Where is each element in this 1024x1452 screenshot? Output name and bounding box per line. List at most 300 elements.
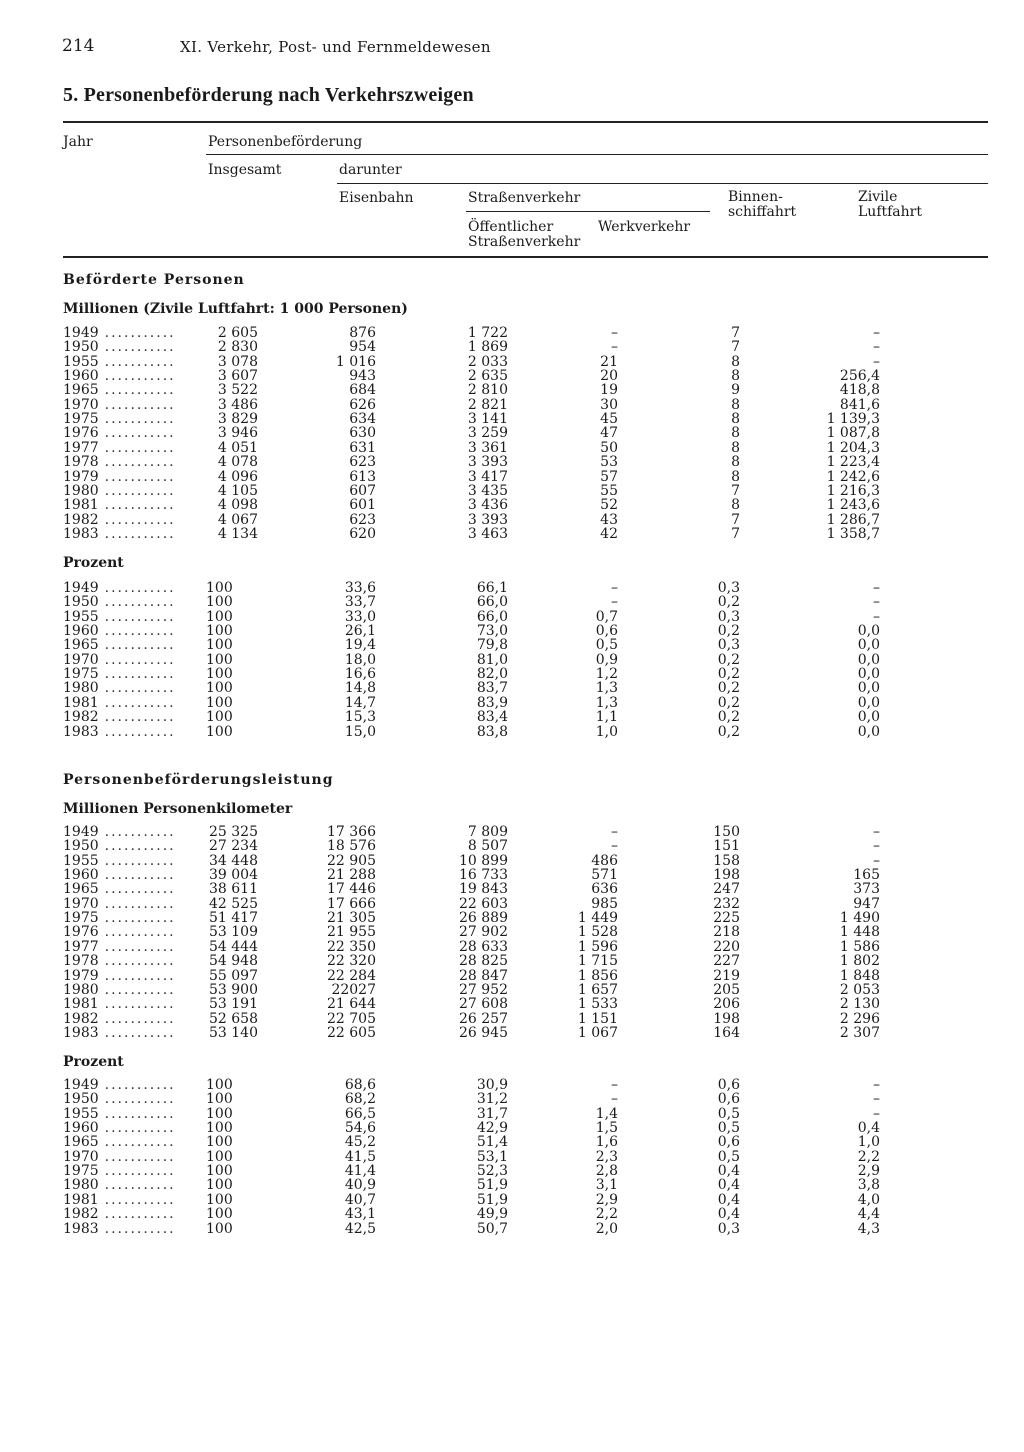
cell-jahr <box>63 441 203 455</box>
cell-jahr <box>63 1178 203 1192</box>
cell-binnenschiffahrt: 0,2 <box>717 594 740 611</box>
year-label: 1949 <box>63 825 99 839</box>
cell-zivile-luftfahrt: 4,0 <box>857 1191 880 1208</box>
cell-jahr <box>63 1012 203 1026</box>
cell-werkverkehr: 1 067 <box>577 1024 618 1041</box>
leader-dots: ........... <box>104 1164 176 1179</box>
cell-jahr <box>63 1026 203 1040</box>
cell-binnenschiffahrt: 0,2 <box>717 723 740 740</box>
section-title-leistung: Personenbeförderungsleistung <box>63 772 334 788</box>
cell-werkverkehr: – <box>611 838 618 855</box>
cell-jahr <box>63 355 203 369</box>
cell-jahr <box>63 513 203 527</box>
cell-binnenschiffahrt: 0,2 <box>717 694 740 711</box>
cell-jahr <box>63 1135 203 1149</box>
cell-insgesamt: 100 <box>206 651 233 668</box>
cell-binnenschiffahrt: 0,3 <box>717 580 740 596</box>
cell-oeffentlicher-strassenverkehr: 53,1 <box>476 1148 508 1165</box>
year-label: 1983 <box>63 1221 99 1236</box>
cell-eisenbahn: 33,0 <box>344 608 376 625</box>
cell-werkverkehr: – <box>611 824 618 840</box>
cell-eisenbahn: 40,7 <box>344 1191 376 1208</box>
cell-binnenschiffahrt: 8 <box>731 439 740 456</box>
cell-eisenbahn: 21 288 <box>327 867 376 884</box>
cell-zivile-luftfahrt: 0,0 <box>857 694 880 711</box>
cell-zivile-luftfahrt: 1 358,7 <box>826 525 880 542</box>
table-row <box>0 484 1024 498</box>
cell-zivile-luftfahrt: 1 802 <box>839 953 880 970</box>
cell-werkverkehr: 1 533 <box>577 996 618 1013</box>
cell-oeffentlicher-strassenverkehr: 10 899 <box>459 852 508 869</box>
cell-werkverkehr: 1,3 <box>595 694 618 711</box>
table-row <box>0 882 1024 896</box>
table-row <box>0 925 1024 939</box>
cell-eisenbahn: 17 446 <box>327 881 376 898</box>
cell-oeffentlicher-strassenverkehr: 2 810 <box>467 382 508 399</box>
cell-jahr <box>63 1107 203 1121</box>
cell-jahr <box>63 527 203 541</box>
cell-binnenschiffahrt: 0,2 <box>717 709 740 726</box>
col-header-oeffentlicher-line2: Straßenverkehr <box>468 234 581 250</box>
cell-insgesamt: 100 <box>206 1148 233 1165</box>
leader-dots: ........... <box>104 638 176 653</box>
cell-werkverkehr: 1,1 <box>595 709 618 726</box>
cell-binnenschiffahrt: 247 <box>713 881 740 898</box>
cell-zivile-luftfahrt: 1 087,8 <box>826 425 880 442</box>
year-label: 1955 <box>63 609 99 624</box>
cell-zivile-luftfahrt: – <box>873 1105 880 1122</box>
cell-werkverkehr: – <box>611 580 618 596</box>
leader-dots: ........... <box>104 1092 176 1107</box>
cell-werkverkehr: 2,0 <box>595 1220 618 1237</box>
cell-binnenschiffahrt: 150 <box>713 824 740 840</box>
table-row <box>0 455 1024 469</box>
cell-zivile-luftfahrt: 2 307 <box>839 1024 880 1041</box>
cell-eisenbahn: 21 955 <box>327 924 376 941</box>
cell-eisenbahn: 68,6 <box>344 1077 376 1093</box>
cell-werkverkehr: 1,6 <box>595 1134 618 1151</box>
cell-insgesamt: 100 <box>206 1091 233 1108</box>
cell-jahr <box>63 839 203 853</box>
cell-werkverkehr: 57 <box>600 468 618 485</box>
cell-werkverkehr: – <box>611 1077 618 1093</box>
cell-werkverkehr: 45 <box>600 411 618 428</box>
leader-dots: ........... <box>104 939 176 954</box>
cell-insgesamt: 3 829 <box>217 411 258 428</box>
cell-werkverkehr: 2,8 <box>595 1163 618 1180</box>
cell-werkverkehr: 1 151 <box>577 1010 618 1027</box>
year-label: 1982 <box>63 710 99 725</box>
cell-insgesamt: 2 605 <box>217 325 258 341</box>
cell-insgesamt: 100 <box>206 1177 233 1194</box>
cell-insgesamt: 100 <box>206 1206 233 1223</box>
section-title-befoerderte-personen: Beförderte Personen <box>63 272 245 288</box>
leader-dots: ........... <box>104 412 176 427</box>
cell-zivile-luftfahrt: – <box>873 852 880 869</box>
cell-werkverkehr: 985 <box>591 895 618 912</box>
cell-werkverkehr: 20 <box>600 368 618 385</box>
cell-insgesamt: 3 486 <box>217 396 258 413</box>
year-label: 1950 <box>63 340 99 355</box>
cell-eisenbahn: 943 <box>349 368 376 385</box>
cell-werkverkehr: 1,3 <box>595 680 618 697</box>
cell-insgesamt: 4 096 <box>217 468 258 485</box>
cell-insgesamt: 100 <box>206 594 233 611</box>
cell-werkverkehr: 1 715 <box>577 953 618 970</box>
cell-werkverkehr: 1,0 <box>595 723 618 740</box>
col-header-binnen-line2: schiffahrt <box>728 204 797 220</box>
col-header-jahr: Jahr <box>63 134 93 150</box>
cell-jahr <box>63 581 203 595</box>
table-row <box>0 326 1024 340</box>
cell-jahr <box>63 868 203 882</box>
col-header-personenbefoerderung: Personenbeförderung <box>208 134 363 150</box>
cell-binnenschiffahrt: 0,4 <box>717 1206 740 1223</box>
cell-oeffentlicher-strassenverkehr: 2 033 <box>467 353 508 370</box>
cell-eisenbahn: 620 <box>349 525 376 542</box>
year-label: 1950 <box>63 839 99 854</box>
cell-oeffentlicher-strassenverkehr: 83,7 <box>476 680 508 697</box>
year-label: 1949 <box>63 581 99 595</box>
cell-werkverkehr: 1 528 <box>577 924 618 941</box>
cell-oeffentlicher-strassenverkehr: 7 809 <box>467 824 508 840</box>
leader-dots: ........... <box>104 652 176 667</box>
cell-jahr <box>63 1121 203 1135</box>
cell-eisenbahn: 954 <box>349 339 376 356</box>
leader-dots: ........... <box>104 595 176 610</box>
year-label: 1949 <box>63 326 99 340</box>
cell-zivile-luftfahrt: 0,0 <box>857 680 880 697</box>
year-label: 1978 <box>63 455 99 470</box>
cell-binnenschiffahrt: 0,4 <box>717 1177 740 1194</box>
table-row <box>0 383 1024 397</box>
cell-oeffentlicher-strassenverkehr: 52,3 <box>476 1163 508 1180</box>
cell-werkverkehr: 2,9 <box>595 1191 618 1208</box>
leader-dots: ........... <box>104 839 176 854</box>
cell-binnenschiffahrt: 218 <box>713 924 740 941</box>
year-label: 1981 <box>63 695 99 710</box>
cell-jahr <box>63 383 203 397</box>
cell-oeffentlicher-strassenverkehr: 3 417 <box>467 468 508 485</box>
table-row <box>0 1135 1024 1149</box>
cell-jahr <box>63 667 203 681</box>
cell-eisenbahn: 19,4 <box>344 637 376 654</box>
year-label: 1983 <box>63 1025 99 1040</box>
year-label: 1960 <box>63 1121 99 1136</box>
leader-dots: ........... <box>104 911 176 926</box>
year-label: 1970 <box>63 397 99 412</box>
leader-dots: ........... <box>104 1011 176 1026</box>
cell-eisenbahn: 14,8 <box>344 680 376 697</box>
table-row <box>0 610 1024 624</box>
cell-werkverkehr: 1 449 <box>577 910 618 927</box>
cell-werkverkehr: 3,1 <box>595 1177 618 1194</box>
cell-zivile-luftfahrt: 0,0 <box>857 666 880 683</box>
leader-dots: ........... <box>104 483 176 498</box>
year-label: 1976 <box>63 426 99 441</box>
cell-jahr <box>63 624 203 638</box>
cell-zivile-luftfahrt: 2 296 <box>839 1010 880 1027</box>
year-label: 1955 <box>63 354 99 369</box>
table-row <box>0 1078 1024 1092</box>
cell-binnenschiffahrt: 151 <box>713 838 740 855</box>
cell-insgesamt: 4 105 <box>217 482 258 499</box>
leader-dots: ........... <box>104 1221 176 1236</box>
cell-insgesamt: 52 658 <box>209 1010 258 1027</box>
cell-oeffentlicher-strassenverkehr: 3 141 <box>467 411 508 428</box>
cell-binnenschiffahrt: 0,4 <box>717 1163 740 1180</box>
cell-eisenbahn: 634 <box>349 411 376 428</box>
leader-dots: ........... <box>104 1192 176 1207</box>
cell-insgesamt: 100 <box>206 608 233 625</box>
cell-eisenbahn: 623 <box>349 511 376 528</box>
cell-oeffentlicher-strassenverkehr: 50,7 <box>476 1220 508 1237</box>
cell-jahr <box>63 455 203 469</box>
cell-zivile-luftfahrt: 373 <box>853 881 880 898</box>
cell-insgesamt: 34 448 <box>209 852 258 869</box>
cell-eisenbahn: 613 <box>349 468 376 485</box>
year-label: 1960 <box>63 369 99 384</box>
cell-zivile-luftfahrt: – <box>873 325 880 341</box>
cell-zivile-luftfahrt: – <box>873 339 880 356</box>
cell-oeffentlicher-strassenverkehr: 8 507 <box>467 838 508 855</box>
cell-oeffentlicher-strassenverkehr: 1 722 <box>467 325 508 341</box>
cell-werkverkehr: 0,7 <box>595 608 618 625</box>
cell-eisenbahn: 21 305 <box>327 910 376 927</box>
leader-dots: ........... <box>104 326 176 340</box>
year-label: 1978 <box>63 954 99 969</box>
cell-eisenbahn: 607 <box>349 482 376 499</box>
cell-insgesamt: 27 234 <box>209 838 258 855</box>
leader-dots: ........... <box>104 609 176 624</box>
cell-eisenbahn: 42,5 <box>344 1220 376 1237</box>
cell-oeffentlicher-strassenverkehr: 3 435 <box>467 482 508 499</box>
cell-binnenschiffahrt: 227 <box>713 953 740 970</box>
cell-insgesamt: 100 <box>206 637 233 654</box>
cell-jahr <box>63 610 203 624</box>
cell-jahr <box>63 369 203 383</box>
cell-binnenschiffahrt: 198 <box>713 867 740 884</box>
cell-insgesamt: 100 <box>206 1163 233 1180</box>
table-row <box>0 355 1024 369</box>
table-row <box>0 513 1024 527</box>
cell-zivile-luftfahrt: 0,0 <box>857 709 880 726</box>
cell-werkverkehr: 1 856 <box>577 967 618 984</box>
table-row <box>0 581 1024 595</box>
cell-zivile-luftfahrt: – <box>873 824 880 840</box>
cell-binnenschiffahrt: 8 <box>731 497 740 514</box>
cell-eisenbahn: 876 <box>349 325 376 341</box>
header-rule-personen <box>206 154 988 155</box>
cell-binnenschiffahrt: 8 <box>731 368 740 385</box>
cell-eisenbahn: 45,2 <box>344 1134 376 1151</box>
cell-werkverkehr: 50 <box>600 439 618 456</box>
cell-zivile-luftfahrt: 1 139,3 <box>826 411 880 428</box>
cell-binnenschiffahrt: 8 <box>731 353 740 370</box>
cell-oeffentlicher-strassenverkehr: 26 257 <box>459 1010 508 1027</box>
cell-insgesamt: 4 051 <box>217 439 258 456</box>
cell-zivile-luftfahrt: – <box>873 838 880 855</box>
table-row <box>0 653 1024 667</box>
cell-oeffentlicher-strassenverkehr: 79,8 <box>476 637 508 654</box>
cell-zivile-luftfahrt: 0,0 <box>857 651 880 668</box>
cell-eisenbahn: 601 <box>349 497 376 514</box>
cell-oeffentlicher-strassenverkehr: 28 633 <box>459 938 508 955</box>
leader-dots: ........... <box>104 455 176 470</box>
cell-jahr <box>63 1150 203 1164</box>
year-label: 1983 <box>63 724 99 739</box>
cell-insgesamt: 54 948 <box>209 953 258 970</box>
leader-dots: ........... <box>104 825 176 839</box>
cell-insgesamt: 2 830 <box>217 339 258 356</box>
leader-dots: ........... <box>104 354 176 369</box>
cell-eisenbahn: 33,7 <box>344 594 376 611</box>
year-label: 1960 <box>63 868 99 883</box>
leader-dots: ........... <box>104 982 176 997</box>
cell-zivile-luftfahrt: 2 130 <box>839 996 880 1013</box>
cell-zivile-luftfahrt: 2,2 <box>857 1148 880 1165</box>
leader-dots: ........... <box>104 383 176 398</box>
cell-binnenschiffahrt: 8 <box>731 425 740 442</box>
table-row <box>0 527 1024 541</box>
cell-binnenschiffahrt: 7 <box>731 482 740 499</box>
cell-jahr <box>63 340 203 354</box>
table-row <box>0 696 1024 710</box>
cell-jahr <box>63 681 203 695</box>
cell-binnenschiffahrt: 0,4 <box>717 1191 740 1208</box>
cell-binnenschiffahrt: 7 <box>731 325 740 341</box>
leader-dots: ........... <box>104 581 176 595</box>
table-row <box>0 369 1024 383</box>
col-header-eisenbahn: Eisenbahn <box>339 190 414 206</box>
leader-dots: ........... <box>104 681 176 696</box>
cell-jahr <box>63 940 203 954</box>
cell-oeffentlicher-strassenverkehr: 22 603 <box>459 895 508 912</box>
cell-zivile-luftfahrt: 1 204,3 <box>826 439 880 456</box>
year-label: 1977 <box>63 440 99 455</box>
year-label: 1970 <box>63 896 99 911</box>
year-label: 1965 <box>63 383 99 398</box>
cell-binnenschiffahrt: 225 <box>713 910 740 927</box>
cell-jahr <box>63 498 203 512</box>
cell-insgesamt: 3 522 <box>217 382 258 399</box>
cell-insgesamt: 100 <box>206 1220 233 1237</box>
cell-jahr <box>63 911 203 925</box>
table-row <box>0 839 1024 853</box>
cell-eisenbahn: 14,7 <box>344 694 376 711</box>
cell-oeffentlicher-strassenverkehr: 66,1 <box>476 580 508 596</box>
cell-zivile-luftfahrt: 1 286,7 <box>826 511 880 528</box>
cell-eisenbahn: 18,0 <box>344 651 376 668</box>
cell-werkverkehr: 21 <box>600 353 618 370</box>
cell-werkverkehr: 47 <box>600 425 618 442</box>
cell-jahr <box>63 595 203 609</box>
year-label: 1980 <box>63 982 99 997</box>
cell-eisenbahn: 66,5 <box>344 1105 376 1122</box>
cell-jahr <box>63 1193 203 1207</box>
cell-jahr <box>63 954 203 968</box>
cell-oeffentlicher-strassenverkehr: 19 843 <box>459 881 508 898</box>
cell-zivile-luftfahrt: 1 216,3 <box>826 482 880 499</box>
cell-zivile-luftfahrt: 0,0 <box>857 623 880 640</box>
cell-werkverkehr: 1,2 <box>595 666 618 683</box>
year-label: 1970 <box>63 652 99 667</box>
table-row <box>0 340 1024 354</box>
cell-zivile-luftfahrt: 1 243,6 <box>826 497 880 514</box>
leader-dots: ........... <box>104 1149 176 1164</box>
leader-dots: ........... <box>104 526 176 541</box>
cell-binnenschiffahrt: 8 <box>731 396 740 413</box>
cell-zivile-luftfahrt: 3,8 <box>857 1177 880 1194</box>
cell-zivile-luftfahrt: – <box>873 353 880 370</box>
cell-oeffentlicher-strassenverkehr: 31,2 <box>476 1091 508 1108</box>
leader-dots: ........... <box>104 1106 176 1121</box>
cell-eisenbahn: 18 576 <box>327 838 376 855</box>
cell-oeffentlicher-strassenverkehr: 31,7 <box>476 1105 508 1122</box>
leader-dots: ........... <box>104 997 176 1012</box>
cell-zivile-luftfahrt: 841,6 <box>839 396 880 413</box>
unit-label-millionen: Millionen (Zivile Luftfahrt: 1 000 Personen) <box>63 301 408 317</box>
cell-jahr <box>63 1222 203 1236</box>
cell-insgesamt: 100 <box>206 1077 233 1093</box>
cell-eisenbahn: 15,0 <box>344 723 376 740</box>
cell-oeffentlicher-strassenverkehr: 49,9 <box>476 1206 508 1223</box>
cell-insgesamt: 55 097 <box>209 967 258 984</box>
cell-insgesamt: 51 417 <box>209 910 258 927</box>
cell-insgesamt: 53 191 <box>209 996 258 1013</box>
cell-zivile-luftfahrt: – <box>873 594 880 611</box>
table-row <box>0 1026 1024 1040</box>
table-row <box>0 997 1024 1011</box>
cell-werkverkehr: 2,3 <box>595 1148 618 1165</box>
cell-eisenbahn: 22027 <box>331 981 376 998</box>
cell-binnenschiffahrt: 158 <box>713 852 740 869</box>
col-header-binnen-line1: Binnen- <box>728 189 783 205</box>
cell-insgesamt: 100 <box>206 694 233 711</box>
leader-dots: ........... <box>104 954 176 969</box>
cell-insgesamt: 100 <box>206 723 233 740</box>
table-row <box>0 940 1024 954</box>
leader-dots: ........... <box>104 498 176 513</box>
cell-binnenschiffahrt: 0,3 <box>717 1220 740 1237</box>
cell-binnenschiffahrt: 0,2 <box>717 666 740 683</box>
cell-binnenschiffahrt: 232 <box>713 895 740 912</box>
cell-zivile-luftfahrt: – <box>873 1077 880 1093</box>
year-label: 1980 <box>63 1178 99 1193</box>
year-label: 1955 <box>63 853 99 868</box>
cell-binnenschiffahrt: 205 <box>713 981 740 998</box>
cell-werkverkehr: 0,5 <box>595 637 618 654</box>
cell-oeffentlicher-strassenverkehr: 66,0 <box>476 594 508 611</box>
leader-dots: ........... <box>104 667 176 682</box>
cell-oeffentlicher-strassenverkehr: 28 847 <box>459 967 508 984</box>
cell-zivile-luftfahrt: 0,4 <box>857 1120 880 1137</box>
cell-insgesamt: 100 <box>206 1105 233 1122</box>
year-label: 1983 <box>63 526 99 541</box>
cell-jahr <box>63 925 203 939</box>
year-label: 1979 <box>63 469 99 484</box>
cell-insgesamt: 4 067 <box>217 511 258 528</box>
cell-oeffentlicher-strassenverkehr: 26 889 <box>459 910 508 927</box>
cell-zivile-luftfahrt: 1 490 <box>839 910 880 927</box>
table-row <box>0 470 1024 484</box>
cell-eisenbahn: 22 350 <box>327 938 376 955</box>
col-header-zivile-line1: Zivile <box>858 189 898 205</box>
cell-insgesamt: 100 <box>206 1120 233 1137</box>
year-label: 1975 <box>63 911 99 926</box>
cell-zivile-luftfahrt: 2 053 <box>839 981 880 998</box>
cell-eisenbahn: 41,4 <box>344 1163 376 1180</box>
